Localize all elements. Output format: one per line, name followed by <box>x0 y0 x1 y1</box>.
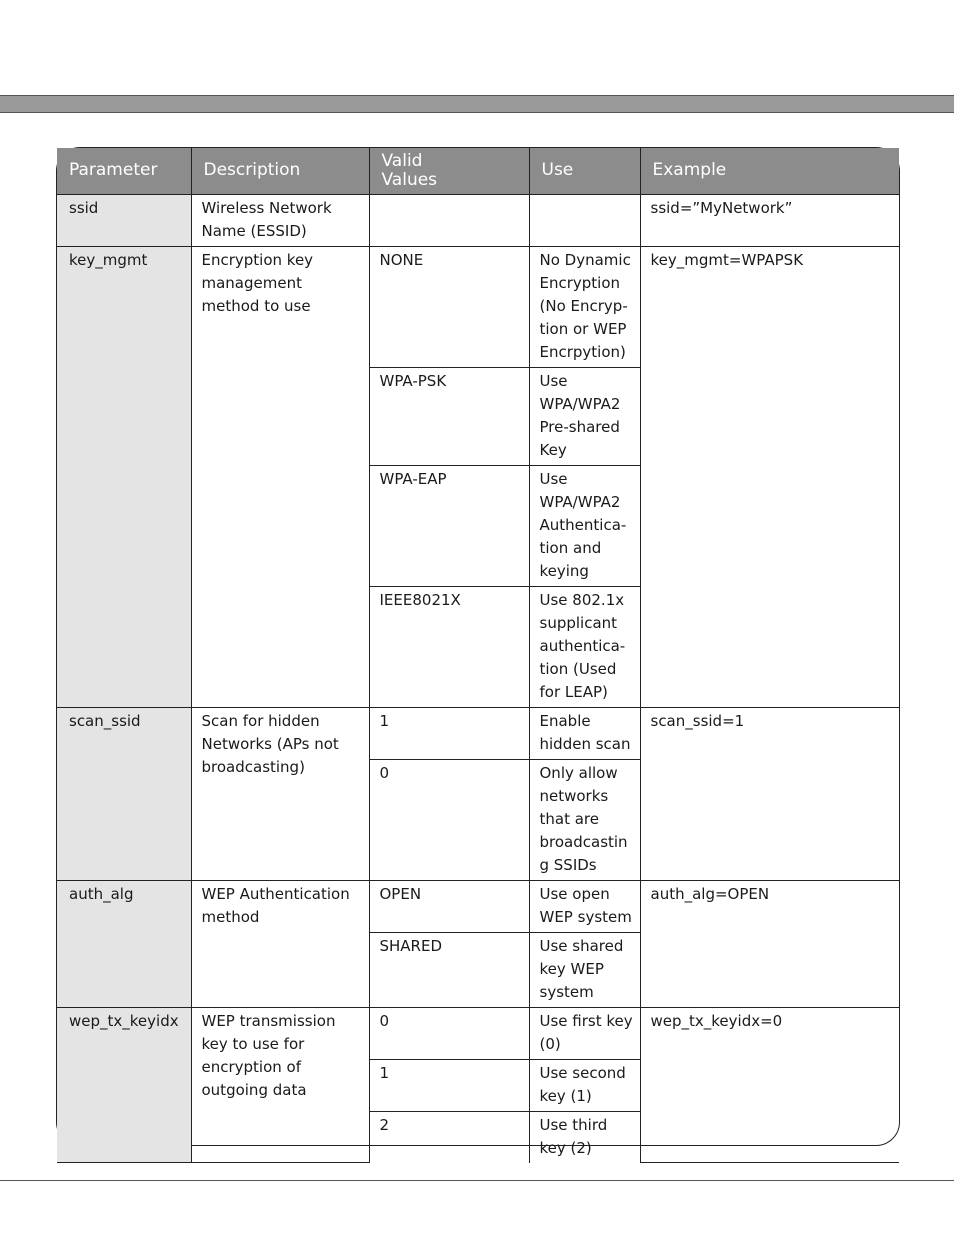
valid-value-cell: 0 <box>369 759 529 880</box>
header-valid-values <box>369 148 529 194</box>
table-row <box>57 880 899 932</box>
description-cell: Encryption key management method to use <box>191 246 369 707</box>
use-cell: Use WPA/WPA2 Authentica-tion and keying <box>529 465 640 586</box>
example-cell: key_mgmt=WPAPSK <box>640 246 899 707</box>
example-cell: auth_alg=OPEN <box>640 880 899 1007</box>
table-row <box>57 1007 899 1059</box>
use-cell <box>529 194 640 246</box>
use-cell: Use WPA/WPA2 Pre-shared Key <box>529 367 640 465</box>
table-row <box>57 194 899 246</box>
use-cell: Enable hidden scan <box>529 707 640 759</box>
valid-value-cell: WPA-PSK <box>369 367 529 465</box>
use-cell: Use second key (1) <box>529 1059 640 1111</box>
example-cell: scan_ssid=1 <box>640 707 899 880</box>
valid-value-cell <box>369 194 529 246</box>
description-cell: Scan for hidden Networks (APs not broadcasting) <box>191 707 369 880</box>
valid-value-cell: 1 <box>369 707 529 759</box>
use-cell: No Dynamic Encryption (No Encryp-tion or WEP Encrpytion) <box>529 246 640 367</box>
parameter-table <box>57 148 899 1163</box>
page-header-bar <box>0 95 954 113</box>
valid-value-cell: 1 <box>369 1059 529 1111</box>
description-cell: WEP transmission key to use for encryption of outgoing data <box>191 1007 369 1163</box>
valid-value-cell: 0 <box>369 1007 529 1059</box>
valid-value-cell: 2 <box>369 1111 529 1163</box>
page-footer-rule <box>0 1180 954 1181</box>
header-valid-line1: Valid <box>381 150 423 171</box>
description-cell: WEP Authentication method <box>191 880 369 1007</box>
table-row <box>57 707 899 759</box>
table-row <box>57 246 899 367</box>
parameter-cell: auth_alg <box>57 880 191 1007</box>
valid-value-cell: IEEE8021X <box>369 586 529 707</box>
description-cell: Wireless Network Name (ESSID) <box>191 194 369 246</box>
use-cell: Use shared key WEP system <box>529 932 640 1007</box>
table-header-row <box>57 148 899 194</box>
parameter-cell: key_mgmt <box>57 246 191 707</box>
header-description: Description <box>191 148 369 194</box>
use-cell: Use third key (2) <box>529 1111 640 1163</box>
valid-value-cell: OPEN <box>369 880 529 932</box>
valid-value-cell: NONE <box>369 246 529 367</box>
header-parameter: Parameter <box>57 148 191 194</box>
parameter-cell: wep_tx_keyidx <box>57 1007 191 1163</box>
use-cell: Use open WEP system <box>529 880 640 932</box>
valid-value-cell: WPA-EAP <box>369 465 529 586</box>
parameter-cell: ssid <box>57 194 191 246</box>
valid-value-cell: SHARED <box>369 932 529 1007</box>
parameter-cell: scan_ssid <box>57 707 191 880</box>
parameter-table-container <box>56 147 900 1157</box>
header-use: Use <box>529 148 640 194</box>
header-example: Example <box>640 148 899 194</box>
example-cell: wep_tx_keyidx=0 <box>640 1007 899 1163</box>
use-cell: Use first key (0) <box>529 1007 640 1059</box>
header-valid-line2: Values <box>381 169 438 190</box>
use-cell: Only allow networks that are broadcasting SSIDs <box>529 759 640 880</box>
use-cell: Use 802.1x supplicant authentica-tion (Used for LEAP) <box>529 586 640 707</box>
example-cell: ssid=”MyNetwork” <box>640 194 899 246</box>
